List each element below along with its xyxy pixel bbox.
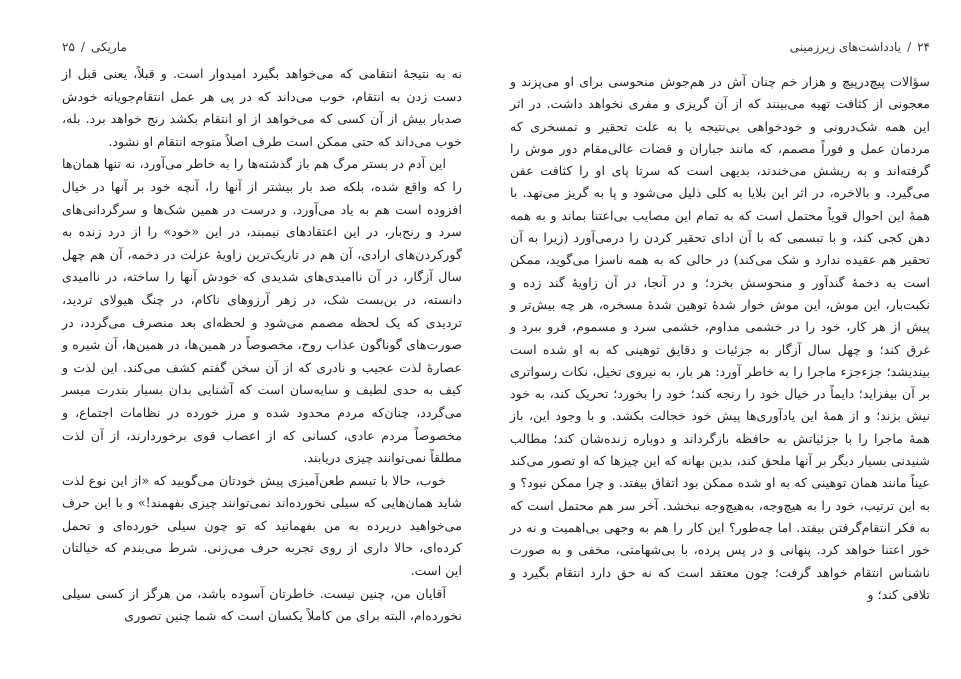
left-page-number: ۲۵ [62, 40, 75, 54]
right-page-title: یادداشت‌های زیرزمینی [789, 40, 902, 54]
paragraph: این آدم در بستر مرگ هم باز گذشته‌ها را به خاطر می‌آورد، نه تنها همان‌ها را که واقع شده، بلکه صد بار بیشتر از آنها را، آنچه خود بر آنها در خیال افزوده است هم به یاد می‌آورد. و درست در همین شک‌ها و سرگردانی‌های سرد و رنج‌بار، در این اعتقادهای نیمبند، در این «خود» را از درد زنده به گورکردن‌های ارادی، آن هم در تاریک‌ترین زاویهٔ عزلت در دخمه، آن هم چهل سال آزگار، در آن ناامیدی‌های شدیدی که خودش آنها را ساخته، در ناامیدی دانسته، در بن‌بست شک، در زهر آرزوهای ناکام، در چنگ هیولای تردید، تردیدی که یک لحظه مصمم می‌شود و لحظه‌ای بعد منصرف می‌گردد، در صورت‌های گوناگون عذاب روح، مخصوصاً در همین‌ها، در همین‌ها، آن شیره و عصارهٔ لذت عجیب و نادری که از آن سخن گفتم کشف می‌کند. این لذت و کیف به حدی لطیف و سایه‌سان است که آشنایی بدان بسیار بندرت میسر می‌گردد، چنان‌که مردم محدود شده و مرز خورده در نظامات اجتماع، و مخصوصاً مردم عادی، کسانی که از اعصاب قوی برخوردارند، از آن لذت مطلقاً نمی‌توانند چیزی دریابند. [62, 156, 462, 466]
left-page-body [62, 63, 462, 628]
paragraph: سؤالات پیچ‌درپیچ و هزار خم چنان آش در هم‌جوش منحوسی برای او می‌پزند و معجونی از کثافت تهیه می‌بینند که از آن گریزی و مفری نخواهد داشت. در اثر این همه شک‌درونی و خودخواهی بی‌نتیجه یا به علت تحقیر و تمسخری که مردمان عمل و فوراً مصمم، که مانند جباران و قضات عالی‌مقام دور موش را گرفته‌اند و به ریشش می‌خندند، بدیهی است که سرتا پای او را کثافت عفن می‌گیرد. و بالاخره، در اثر این بلایا به کلی ذلیل می‌شود و پا به گریز می‌نهد. با همهٔ این احوال قویاً محتمل است که به تمام این مصایب بی‌اعتنا بماند و به همه دهن کجی کند، و با تبسمی که با آن ادای تحقیر کردن را درمی‌آورد (زیرا به آن تحقیر هم عقیده ندارد و شک می‌کند) در حالی که به همه ناسزا می‌گوید، ممکن است به دخمهٔ گندآور و منحوسش بخزد؛ و در آنجا، در آن زاویهٔ گند زده و نکبت‌بار، این موش، این موش خوار شدهٔ توهین شدهٔ مسخره، هر چه بیش‌تر و پیش از هر کار، خود را در خشمی مداوم، خشمی سرد و مسموم، فرو ببرد و غرق کند؛ و چهل سال آزگار به جزئیات و دقایق توهینی که به او شده است بیندیشد؛ جزءجزء ماجرا را به خاطر آورد: هر بار، به نیروی تخیل، نکات رسواتری بر آن بیفزاید؛ دایماً در خیال خود را رنجه کند؛ خود را بخورد؛ تحریک کند، به خود نیش بزند؛ و از همهٔ این یادآوری‌ها پیش خود خجالت بکشد. و با وجود این، باز همهٔ ماجرا را با جزئیاتش به حافظه بازگرداند و دوباره زنده‌شان کند؛ مطالب شنیدنی بسیار دیگر بر آنها ملحق کند، بدین بهانه که این چیزها که او تصور می‌کند عیناً مانند همان توهینی که به او شده ممکن بود اتفاق بیفتد. و چرا ممکن نبود؟ و به این ترتیب، خود را به هیچ‌وجه، به‌هیچ‌وجه نبخشد. آخر سر هم محتمل است که به فکر انتقام‌گرفتن بیفتد. اما چه‌طور؟ این کار را هم به وجهی بی‌اهمیت و نه در خور اعتنا خواهد کرد. پنهانی و در پس پرده، با بی‌شهامتی، مخفی و به صورت ناشناس انتقام خواهد گرفت؛ چون معتقد است که نه حق دارد انتقام بگیرد و تلافی کند؛ و [510, 74, 930, 602]
right-page-number: ۲۴ [917, 40, 930, 54]
left-page-header [62, 40, 127, 54]
left-page-title: ماریکی [90, 40, 127, 54]
header-separator: / [80, 40, 85, 54]
right-page-body [510, 71, 930, 606]
paragraph: نه به نتیجهٔ انتقامی که می‌خواهد بگیرد امیدوار است. و قبلاً، یعنی قبل از دست زدن به انتقام، خوب می‌داند که در پی هر عمل انتقام‌جویانه خودش صدبار بیش از آن کسی که می‌خواهد از او انتقام بکشد رنج خواهد برد. بله، خوب می‌داند که حتی ممکن است طرف اصلاً متوجه انتقام او نشود. [62, 66, 462, 149]
right-page-header [790, 40, 930, 54]
header-separator: / [907, 40, 912, 54]
paragraph: خوب، حالا با تبسم طعن‌آمیزی پیش خودتان می‌گویید که «از این نوع لذت شاید همان‌هایی که سیلی نخورده‌اند نمی‌توانند چیزی بفهمند!» و با این حرف می‌خواهید دریرده به من بفهمانید که تو چون سیلی خورده‌ای و تحمل کرده‌ای، حالا داری از روی تجربه حرف می‌زنی. شرط می‌بندم که خیالتان این است. [62, 472, 462, 579]
paragraph: آقایان من، چنین نیست. خاطرتان آسوده باشد، من هرگز از کسی سیلی نخورده‌ام، البته برای من کاملاً یکسان است که شما چنین تصوری [62, 585, 462, 624]
